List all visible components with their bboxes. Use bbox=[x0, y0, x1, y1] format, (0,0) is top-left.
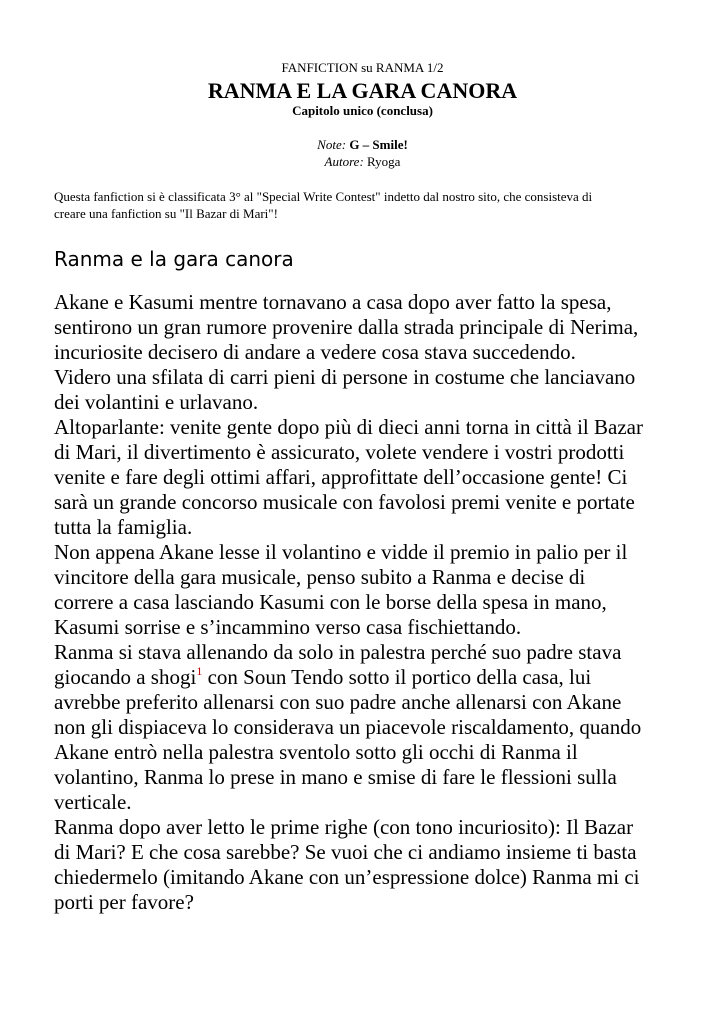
body-line: verticale. bbox=[54, 790, 132, 814]
body-line-with-footnote bbox=[54, 665, 694, 690]
intro-paragraph bbox=[54, 188, 684, 222]
body-line: tutta la famiglia. bbox=[54, 515, 193, 539]
body-line: Akane e Kasumi mentre tornavano a casa dopo aver fatto la spesa, bbox=[54, 290, 612, 314]
body-line-start: giocando a shogi bbox=[54, 665, 197, 689]
body-line: Altoparlante: venite gente dopo più di dieci anni torna in città il Bazar bbox=[54, 415, 643, 439]
body-line: chiedermelo (imitando Akane con un’espressione dolce) Ranma mi ci bbox=[54, 865, 640, 889]
body-line: di Mari, il divertimento è assicurato, volete vendere i vostri prodotti bbox=[54, 440, 625, 464]
body-line: non gli dispiaceva lo considerava un piacevole riscaldamento, quando bbox=[54, 715, 642, 739]
body-line: Videro una sfilata di carri pieni di persone in costume che lanciavano bbox=[54, 365, 636, 389]
story-body bbox=[54, 290, 694, 915]
body-line: Akane entrò nella palestra sventolo sotto gli occhi di Ranma il bbox=[54, 740, 578, 764]
body-line: Ranma dopo aver letto le prime righe (con tono incuriosito): Il Bazar bbox=[54, 815, 634, 839]
series-label: FANFICTION su RANMA 1/2 bbox=[281, 60, 444, 75]
body-line: di Mari? E che cosa sarebbe? Se vuoi che ci andiamo insieme ti basta bbox=[54, 840, 637, 864]
author-value: Ryoga bbox=[367, 154, 401, 169]
chapter-label: Capitolo unico (conclusa) bbox=[292, 103, 433, 118]
body-line: Non appena Akane lesse il volantino e vidde il premio in palio per il bbox=[54, 540, 628, 564]
intro-line: Questa fanfiction si è classificata 3° al "Special Write Contest" indetto dal nostro sito, che consisteva di bbox=[54, 189, 593, 204]
body-line: correre a casa lasciando Kasumi con le borse della spesa in mano, bbox=[54, 590, 607, 614]
body-line: avrebbe preferito allenarsi con suo padre anche allenarsi con Akane bbox=[54, 690, 622, 714]
section-heading: Ranma e la gara canora bbox=[54, 247, 294, 271]
body-line: Ranma si stava allenando da solo in palestra perché suo padre stava bbox=[54, 640, 622, 664]
body-line: venite e fare degli ottimi affari, approfittate dell’occasione gente! Ci bbox=[54, 465, 628, 489]
footnote-reference[interactable]: 1 bbox=[196, 664, 203, 678]
note-label: Note: bbox=[317, 137, 347, 152]
body-line-end: con Soun Tendo sotto il portico della casa, lui bbox=[202, 665, 592, 689]
body-line: porti per favore? bbox=[54, 890, 194, 914]
body-line: Kasumi sorrise e s’incammino verso casa fischiettando. bbox=[54, 615, 522, 639]
body-line: volantino, Ranma lo prese in mano e smise di fare le flessioni sulla bbox=[54, 765, 617, 789]
body-line: incuriosite decisero di andare a vedere cosa stava succedendo. bbox=[54, 340, 576, 364]
note-value: G – Smile! bbox=[349, 137, 408, 152]
body-line: sarà un grande concorso musicale con favolosi premi venite e portate bbox=[54, 490, 635, 514]
document-title: RANMA E LA GARA CANORA bbox=[207, 78, 518, 103]
intro-line: creare una fanfiction su "Il Bazar di Mari"! bbox=[54, 206, 278, 221]
author-line bbox=[0, 154, 725, 170]
body-line: vincitore della gara musicale, penso subito a Ranma e decise di bbox=[54, 565, 586, 589]
body-line: sentirono un gran rumore provenire dalla strada principale di Nerima, bbox=[54, 315, 639, 339]
body-line: dei volantini e urlavano. bbox=[54, 390, 259, 414]
note-line bbox=[0, 137, 725, 153]
author-label: Autore: bbox=[324, 154, 364, 169]
